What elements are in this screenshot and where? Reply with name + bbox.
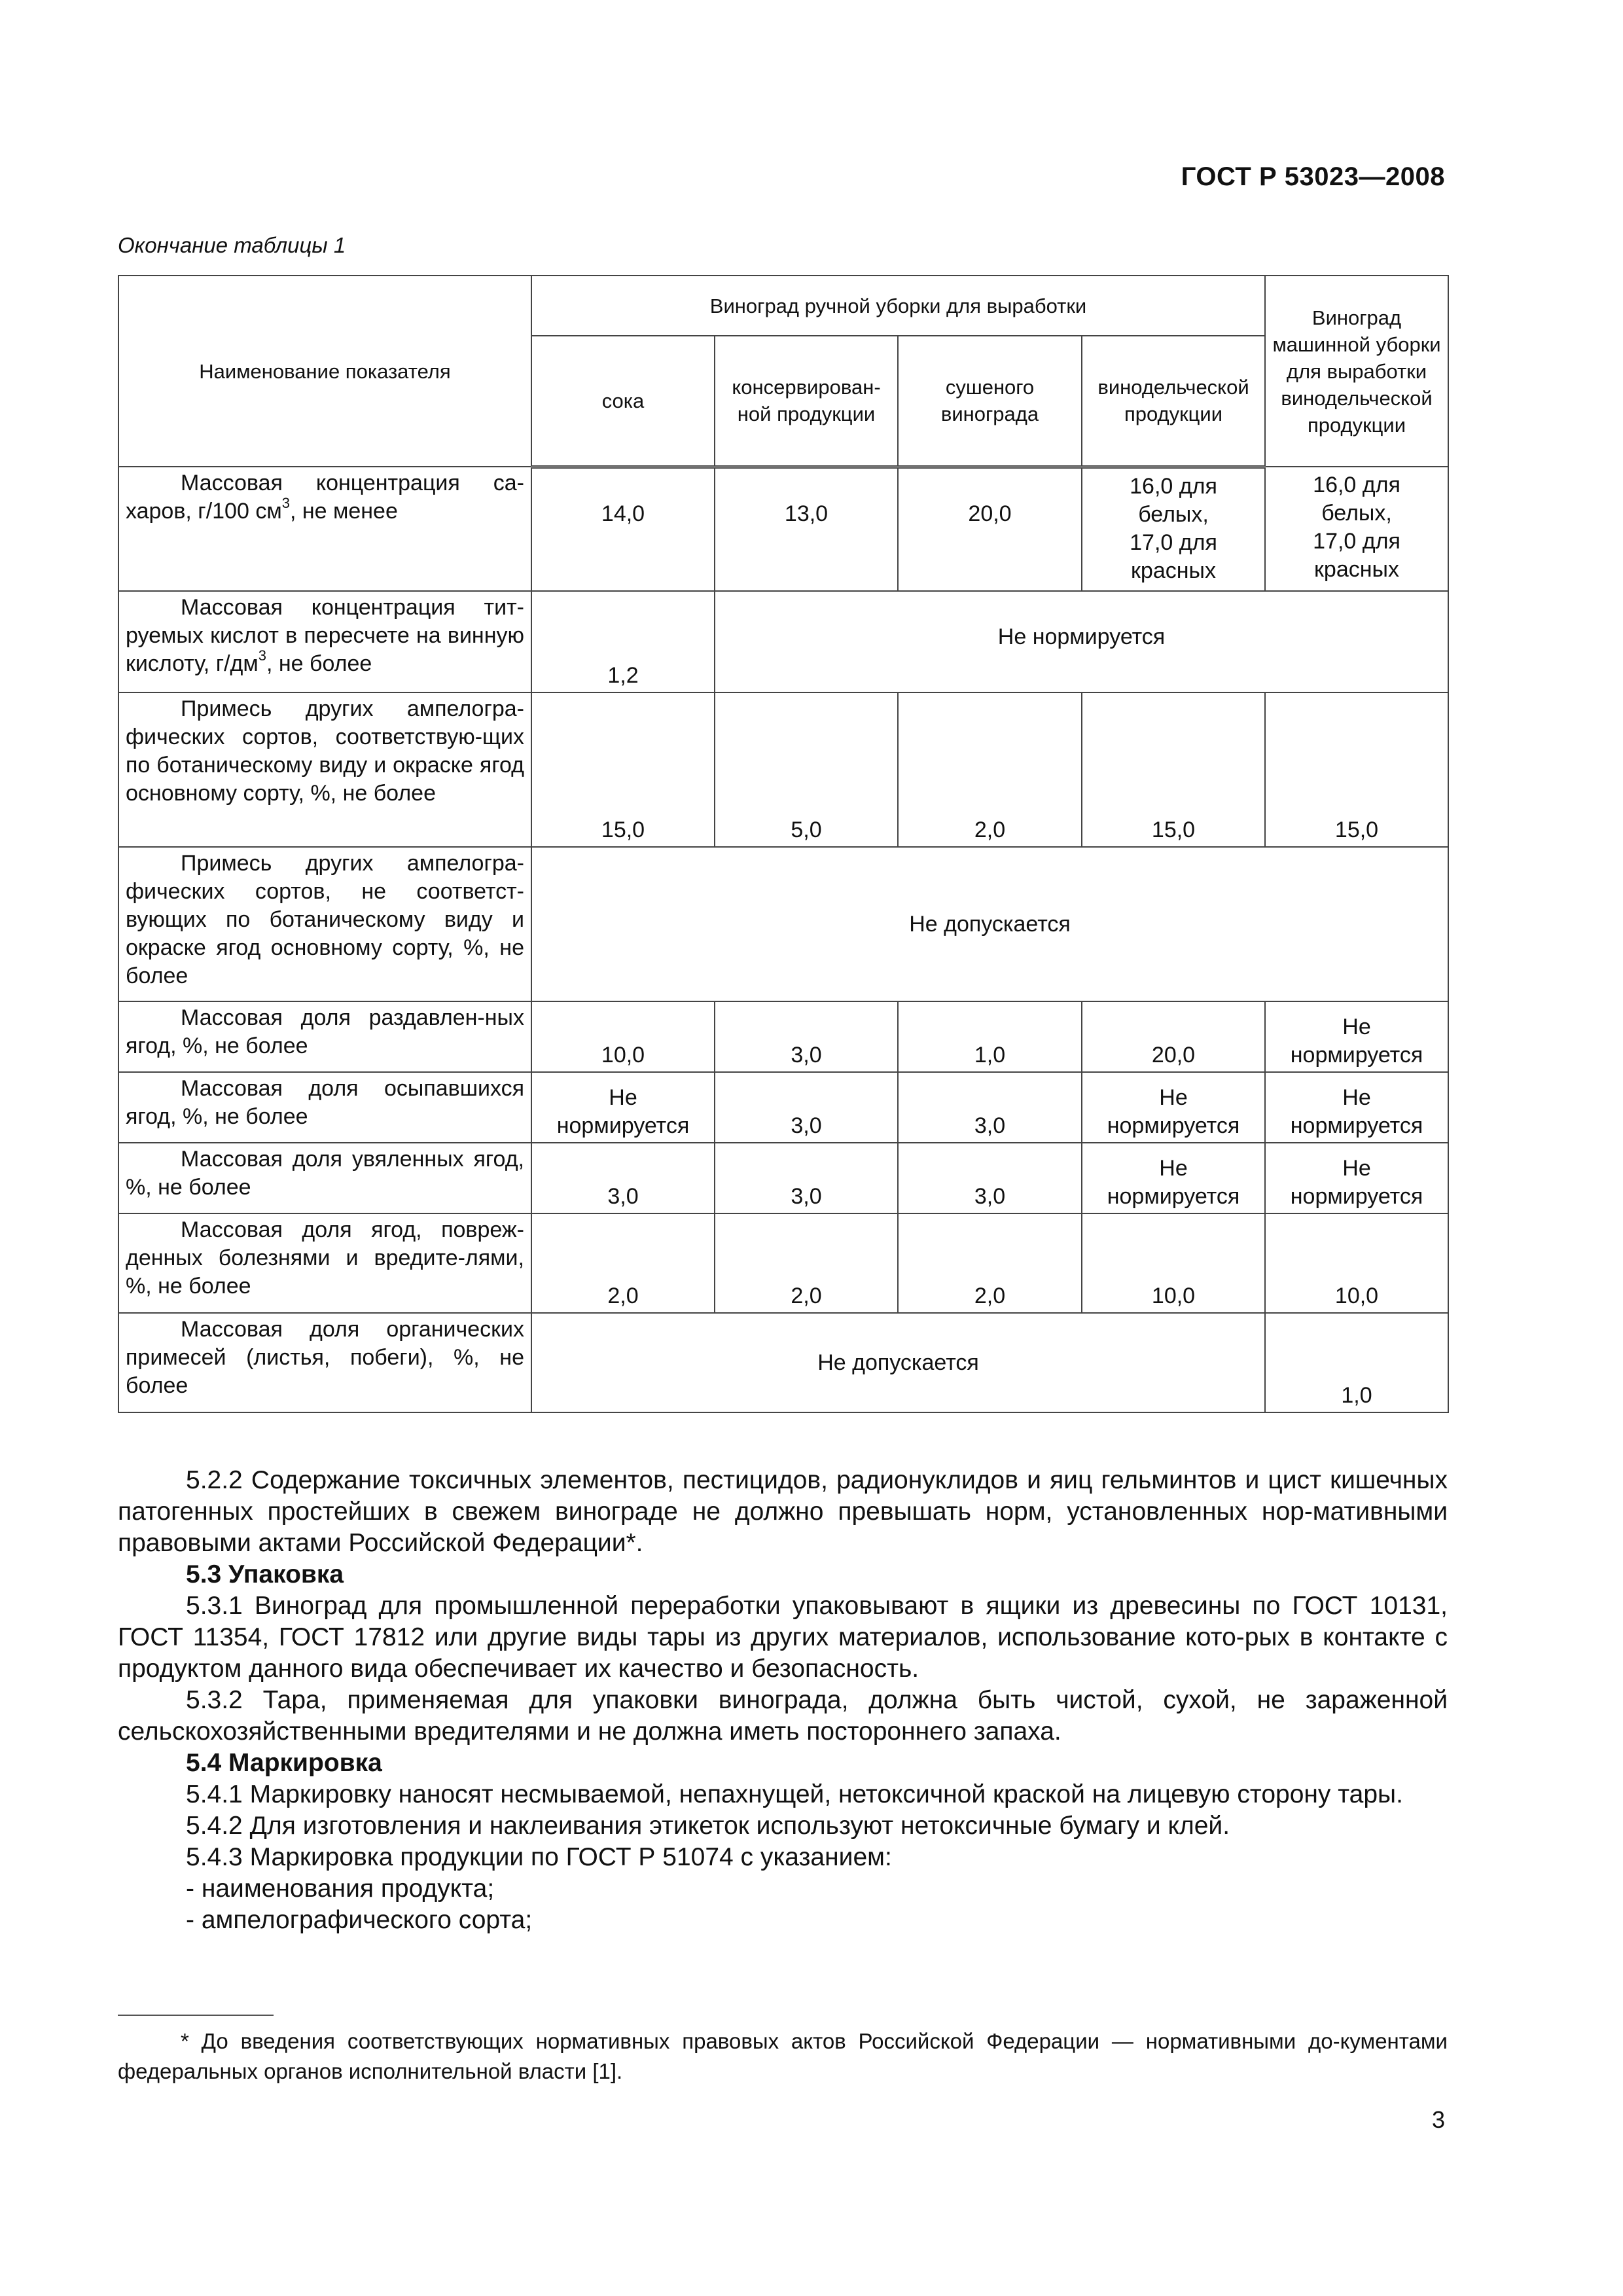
paragraph-5-2-2: 5.2.2 Содержание токсичных элементов, пестицидов, радионуклидов и яиц гельминтов и цист кишечных патогенных простейших в свежем винограде не должно превышать норм, установленных нор-мативными правовыми актами Российской Федерации*. bbox=[118, 1466, 1448, 1557]
cell-spanned-not-allowed: Не допускается bbox=[531, 1313, 1265, 1412]
header-indicator: Наименование показателя bbox=[118, 276, 531, 467]
cell-spanned-not-allowed: Не допускается bbox=[531, 847, 1448, 1001]
row-indicator-name: Массовая доля органических примесей (листья, побеги), %, не более bbox=[118, 1313, 531, 1412]
cell-machine: 1,0 bbox=[1265, 1313, 1448, 1412]
cell-dried: 1,0 bbox=[898, 1001, 1082, 1072]
paragraph-5-4-3: 5.4.3 Маркировка продукции по ГОСТ Р 51074 с указанием: bbox=[186, 1843, 892, 1871]
paragraph-5-3-1: 5.3.1 Виноград для промышленной переработки упаковывают в ящики из древесины по ГОСТ 10131, ГОСТ 11354, ГОСТ 17812 или другие виды тары из других материалов, использование кото-рых в контакте с продуктом данного вида обеспечивает их качество и безопасность. bbox=[118, 1592, 1448, 1683]
footnote-separator bbox=[118, 2015, 274, 2016]
cell-spanned-not-normed: Не нормируется bbox=[715, 591, 1448, 692]
cell-dried: 3,0 bbox=[898, 1143, 1082, 1213]
cell-dried: 20,0 bbox=[898, 467, 1082, 591]
cell-canned: 3,0 bbox=[715, 1001, 898, 1072]
row-indicator-name: Массовая доля ягод, повреж-денных болезнями и вредите-лями, %, не более bbox=[118, 1213, 531, 1313]
cell-juice: Не нормируется bbox=[531, 1072, 715, 1143]
header-canned: консервирован- ной продукции bbox=[715, 336, 898, 467]
list-item: - наименования продукта; bbox=[186, 1874, 495, 1903]
section-heading-marking: 5.4 Маркировка bbox=[186, 1749, 382, 1777]
cell-juice: 1,2 bbox=[531, 591, 715, 692]
standard-number-header: ГОСТ Р 53023—2008 bbox=[1181, 162, 1445, 191]
cell-machine: Не нормируется bbox=[1265, 1143, 1448, 1213]
paragraph-5-3-2: 5.3.2 Тара, применяемая для упаковки винограда, должна быть чистой, сухой, не зараженной сельскохозяйственными вредителями и не должна иметь постороннего запаха. bbox=[118, 1686, 1448, 1746]
list-item: - ампелографического сорта; bbox=[186, 1906, 533, 1934]
header-machine-harvest: Виноград машинной уборки для выработки винодельческой продукции bbox=[1265, 276, 1448, 467]
paragraph-5-4-2: 5.4.2 Для изготовления и наклеивания этикеток используют нетоксичные бумагу и клей. bbox=[186, 1812, 1230, 1840]
cell-canned: 3,0 bbox=[715, 1072, 898, 1143]
cell-wine: 10,0 bbox=[1082, 1213, 1265, 1313]
header-dried: сушеного винограда bbox=[898, 336, 1082, 467]
table-row bbox=[118, 1313, 1448, 1412]
cell-juice: 2,0 bbox=[531, 1213, 715, 1313]
cell-dried: 3,0 bbox=[898, 1072, 1082, 1143]
body-text bbox=[118, 1465, 1448, 1936]
section-heading-packaging: 5.3 Упаковка bbox=[186, 1560, 344, 1588]
cell-juice: 14,0 bbox=[531, 467, 715, 591]
table-row bbox=[118, 467, 1448, 591]
cell-canned: 5,0 bbox=[715, 692, 898, 847]
table-row bbox=[118, 1001, 1448, 1072]
cell-machine: Не нормируется bbox=[1265, 1001, 1448, 1072]
row-indicator-name: Примесь других ампелогра-фических сортов, не соответст-вующих по ботаническому виду и окраске ягод основному сорту, %, не более bbox=[118, 847, 531, 1001]
row-indicator-name: Массовая доля увяленных ягод, %, не более bbox=[118, 1143, 531, 1213]
cell-wine: Не нормируется bbox=[1082, 1072, 1265, 1143]
cell-juice: 10,0 bbox=[531, 1001, 715, 1072]
cell-canned: 13,0 bbox=[715, 467, 898, 591]
cell-canned: 2,0 bbox=[715, 1213, 898, 1313]
paragraph-5-4-1: 5.4.1 Маркировку наносят несмываемой, непахнущей, нетоксичной краской на лицевую сторону тары. bbox=[186, 1780, 1403, 1808]
cell-canned: 3,0 bbox=[715, 1143, 898, 1213]
table-row bbox=[118, 847, 1448, 1001]
cell-juice: 3,0 bbox=[531, 1143, 715, 1213]
cell-dried: 2,0 bbox=[898, 1213, 1082, 1313]
cell-wine: 20,0 bbox=[1082, 1001, 1265, 1072]
table-row bbox=[118, 591, 1448, 692]
row-indicator-name: Массовая концентрация тит-руемых кислот в пересчете на винную кислоту, $г/дм^3$, не более bbox=[118, 591, 531, 692]
row-indicator-name: Массовая доля осыпавшихся ягод, %, не более bbox=[118, 1072, 531, 1143]
page-number: 3 bbox=[1431, 2106, 1445, 2133]
cell-wine: Не нормируется bbox=[1082, 1143, 1265, 1213]
row-indicator-name: Массовая доля раздавлен-ных ягод, %, не более bbox=[118, 1001, 531, 1072]
footnote: * До введения соответствующих нормативных правовых актов Российской Федерации — нормативными до-кументами федеральных органов исполнительной власти [1]. bbox=[118, 2029, 1448, 2083]
cell-machine: Не нормируется bbox=[1265, 1072, 1448, 1143]
table-row bbox=[118, 692, 1448, 847]
cell-wine: 15,0 bbox=[1082, 692, 1265, 847]
cell-dried: 2,0 bbox=[898, 692, 1082, 847]
row-indicator-name: Массовая концентрация са-харов, г/100 $см^3$, не менее bbox=[118, 467, 531, 591]
header-manual-harvest: Виноград ручной уборки для выработки bbox=[531, 276, 1265, 336]
table-row bbox=[118, 1213, 1448, 1313]
row-indicator-name: Примесь других ампелогра-фических сортов, соответствую-щих по ботаническому виду и окраске ягод основному сорту, %, не более bbox=[118, 692, 531, 847]
cell-juice: 15,0 bbox=[531, 692, 715, 847]
header-juice: сока bbox=[531, 336, 715, 467]
cell-wine: 16,0 для белых, 17,0 для красных bbox=[1082, 467, 1265, 591]
cell-machine: 16,0 для белых, 17,0 для красных bbox=[1265, 467, 1448, 591]
quality-indicators-table bbox=[118, 275, 1449, 1413]
table-caption: Окончание таблицы 1 bbox=[118, 233, 346, 257]
cell-machine: 10,0 bbox=[1265, 1213, 1448, 1313]
table-row bbox=[118, 1143, 1448, 1213]
cell-machine: 15,0 bbox=[1265, 692, 1448, 847]
table-row bbox=[118, 1072, 1448, 1143]
header-wine: винодельческой продукции bbox=[1082, 336, 1265, 467]
table-header-row bbox=[118, 276, 1448, 336]
